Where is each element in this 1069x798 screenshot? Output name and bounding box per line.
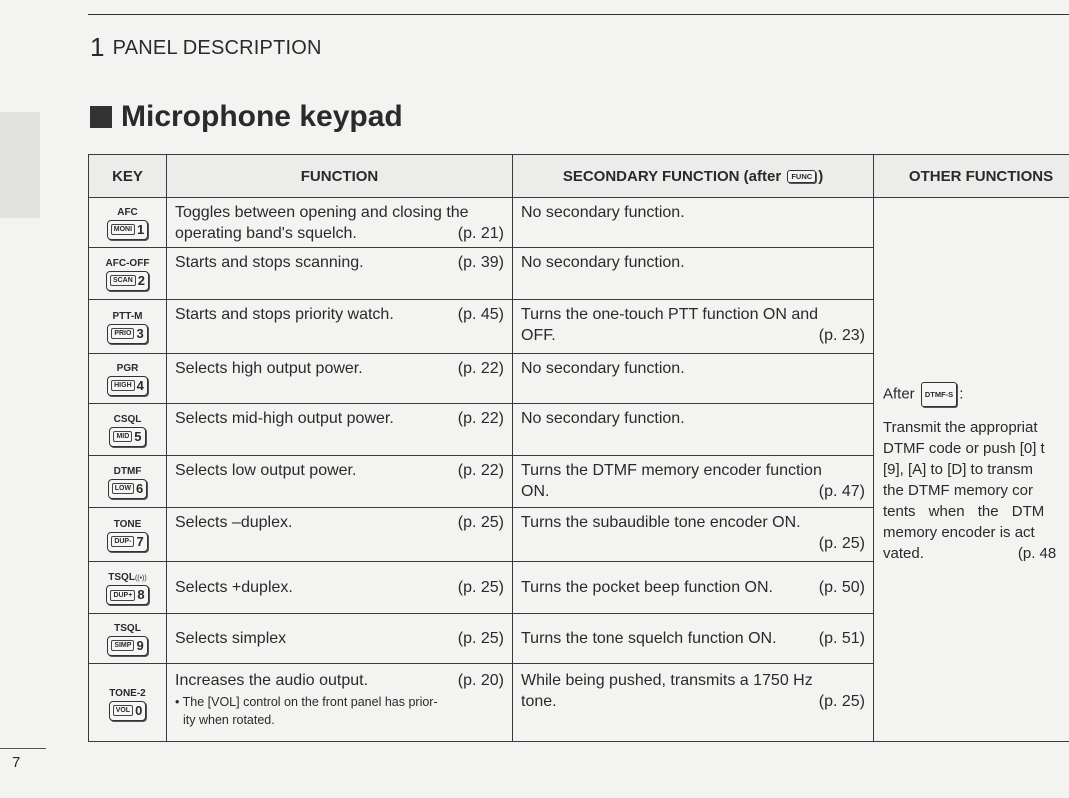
- function-cell: [167, 456, 513, 508]
- secondary-text: tone.: [521, 693, 557, 710]
- key-0-icon: [109, 701, 147, 721]
- key-1-icon: [107, 220, 149, 240]
- function-page: (p. 21): [457, 225, 504, 242]
- function-cell: [167, 664, 513, 742]
- function-cell: [167, 354, 513, 404]
- function-page: (p. 20): [457, 672, 504, 689]
- table-row: [89, 198, 1069, 248]
- secondary-page: (p. 25): [818, 693, 865, 710]
- key-cell: [89, 354, 167, 404]
- key-digit: 3: [136, 325, 144, 341]
- other-line: [9], [A] to [D] to transm: [883, 461, 1034, 478]
- function-cell: [167, 508, 513, 562]
- function-note: [175, 693, 504, 729]
- key-label: TONE: [113, 519, 142, 531]
- function-cell: [167, 562, 513, 614]
- key-sublabel: DUP-: [111, 536, 134, 547]
- header-function: FUNCTION: [167, 155, 513, 198]
- key-cell: [89, 562, 167, 614]
- key-label: TSQL: [114, 623, 141, 635]
- function-cell: [167, 614, 513, 664]
- key-5-icon: [109, 427, 145, 447]
- key-digit: 5: [134, 428, 142, 444]
- key-sublabel: MID: [113, 431, 132, 442]
- key-label: AFC: [117, 207, 138, 219]
- secondary-text: Turns the subaudible tone encoder ON.: [521, 514, 801, 531]
- key-label: TONE-2: [109, 688, 146, 700]
- key-cell: [89, 614, 167, 664]
- secondary-text: Turns the pocket beep function ON.: [521, 579, 773, 596]
- secondary-cell: [513, 354, 874, 404]
- table-header-row: [89, 155, 1069, 198]
- key-6-icon: [108, 479, 148, 499]
- other-line: Transmit the appropriat: [883, 419, 1038, 436]
- secondary-cell: [513, 614, 874, 664]
- function-text: Starts and stops scanning.: [175, 254, 364, 271]
- key-digit: 2: [137, 272, 146, 288]
- secondary-page: (p. 47): [818, 483, 865, 500]
- key-3-icon: [107, 324, 147, 344]
- secondary-text: Turns the DTMF memory encoder function: [521, 462, 822, 479]
- header-secondary-suffix: ): [818, 167, 824, 185]
- key-cell: [89, 664, 167, 742]
- function-cell: [167, 198, 513, 248]
- note-line: • The [VOL] control on the front panel has prior-: [175, 695, 438, 709]
- key-9-icon: [107, 636, 147, 656]
- chapter-heading: [90, 30, 322, 61]
- key-label: AFC-OFF: [105, 258, 150, 270]
- function-text: Selects mid-high output power.: [175, 410, 394, 427]
- keypad-table: [88, 154, 1069, 742]
- key-cell: [89, 404, 167, 456]
- key-sublabel: PRIO: [111, 328, 134, 339]
- key-cell: [89, 300, 167, 354]
- dtmf-s-key-icon: DTMF-S: [921, 382, 957, 407]
- func-key-icon: FUNC: [787, 170, 816, 183]
- secondary-cell: [513, 248, 874, 300]
- secondary-page: (p. 25): [818, 535, 865, 552]
- function-page: (p. 45): [457, 306, 504, 323]
- secondary-page: (p. 50): [818, 579, 865, 596]
- section-heading: [90, 100, 403, 134]
- secondary-page: (p. 51): [818, 630, 865, 647]
- function-page: (p. 25): [457, 579, 504, 596]
- function-page: (p. 25): [457, 514, 504, 531]
- key-cell: [89, 456, 167, 508]
- function-text: Toggles between opening and closing the: [175, 204, 469, 221]
- note-line: ity when rotated.: [183, 713, 275, 727]
- function-text: Selects high output power.: [175, 360, 363, 377]
- key-8-icon: [106, 585, 148, 605]
- function-page: (p. 25): [457, 630, 504, 647]
- after-suffix: :: [959, 385, 964, 403]
- key-label: PGR: [116, 363, 139, 375]
- header-key: KEY: [89, 155, 167, 198]
- secondary-page: (p. 23): [818, 327, 865, 344]
- header-secondary-text: SECONDARY FUNCTION (after: [562, 167, 782, 185]
- secondary-cell: [513, 562, 874, 614]
- function-text: Increases the audio output.: [175, 672, 369, 689]
- secondary-text: Turns the tone squelch function ON.: [521, 630, 777, 647]
- key-digit: 1: [137, 221, 145, 237]
- secondary-text: No secondary function.: [521, 204, 685, 221]
- key-label: [89, 572, 166, 584]
- other-line: DTMF code or push [0] t: [883, 440, 1045, 457]
- secondary-text: OFF.: [521, 327, 556, 344]
- key-digit: 7: [136, 533, 144, 549]
- secondary-text: No secondary function.: [521, 410, 685, 427]
- key-label-text: TSQL: [108, 571, 135, 583]
- after-label: After: [883, 385, 915, 403]
- function-text: Selects simplex: [175, 630, 287, 647]
- top-rule: [88, 14, 1069, 15]
- key-label: DTMF: [113, 466, 142, 478]
- secondary-cell: [513, 404, 874, 456]
- other-page: (p. 48: [1017, 545, 1057, 562]
- side-tab: [0, 112, 40, 218]
- secondary-text: Turns the one-touch PTT function ON and: [521, 306, 819, 323]
- function-text: Starts and stops priority watch.: [175, 306, 394, 323]
- function-page: (p. 22): [457, 410, 504, 427]
- secondary-text: No secondary function.: [521, 254, 685, 271]
- page-rule: [0, 748, 46, 749]
- key-cell: [89, 508, 167, 562]
- secondary-cell: [513, 664, 874, 742]
- function-text: Selects –duplex.: [175, 514, 293, 531]
- secondary-cell: [513, 456, 874, 508]
- secondary-cell: [513, 198, 874, 248]
- key-label-suffix: ((•)): [134, 574, 147, 582]
- secondary-text: ON.: [521, 483, 550, 500]
- header-other: OTHER FUNCTIONS: [874, 155, 1069, 198]
- key-sublabel: SCAN: [110, 275, 136, 286]
- key-sublabel: DUP+: [110, 590, 135, 601]
- function-cell: [167, 404, 513, 456]
- key-sublabel: VOL: [113, 705, 133, 716]
- other-line: vated.: [883, 545, 924, 562]
- function-cell: [167, 300, 513, 354]
- key-sublabel: LOW: [112, 483, 134, 494]
- key-digit: 8: [137, 587, 145, 603]
- key-cell: [89, 198, 167, 248]
- chapter-title: PANEL DESCRIPTION: [112, 37, 322, 59]
- other-line: tents when the DTM: [883, 503, 1045, 520]
- key-sublabel: HIGH: [111, 380, 135, 391]
- function-text: operating band's squelch.: [175, 225, 357, 242]
- function-page: (p. 22): [457, 462, 504, 479]
- function-text: Selects +duplex.: [175, 579, 293, 596]
- secondary-cell: [513, 508, 874, 562]
- key-digit: 4: [136, 377, 144, 393]
- key-sublabel: SIMP: [111, 640, 134, 651]
- key-label: CSQL: [113, 414, 142, 426]
- secondary-text: No secondary function.: [521, 360, 685, 377]
- section-title: Microphone keypad: [121, 100, 403, 133]
- key-digit: 9: [136, 637, 144, 653]
- other-line: memory encoder is act: [883, 524, 1035, 541]
- key-cell: [89, 248, 167, 300]
- key-sublabel: MONI: [111, 224, 135, 235]
- square-bullet-icon: [90, 106, 112, 128]
- function-page: (p. 39): [457, 254, 504, 271]
- other-functions-cell: [874, 198, 1069, 742]
- other-line: the DTMF memory cor: [883, 482, 1034, 499]
- function-page: (p. 22): [457, 360, 504, 377]
- key-2-icon: [106, 271, 149, 291]
- secondary-text: While being pushed, transmits a 1750 Hz: [521, 672, 813, 689]
- key-4-icon: [107, 376, 148, 396]
- header-secondary: [513, 155, 874, 198]
- key-label: PTT-M: [112, 311, 143, 323]
- page-number: 7: [12, 754, 21, 771]
- chapter-number: 1: [90, 32, 105, 62]
- function-text: Selects low output power.: [175, 462, 357, 479]
- secondary-cell: [513, 300, 874, 354]
- function-cell: [167, 248, 513, 300]
- key-digit: 0: [135, 702, 143, 718]
- key-7-icon: [107, 532, 147, 552]
- key-digit: 6: [136, 480, 144, 496]
